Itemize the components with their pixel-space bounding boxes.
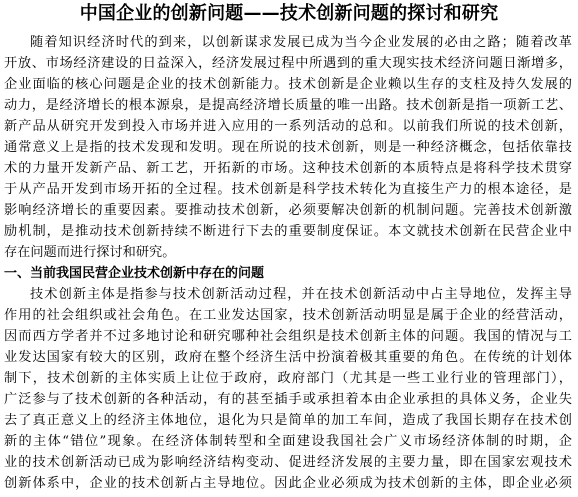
- paragraph-line: 动力，是经济增长的根本源泉，是提高经济增长质量的唯一出路。技术创新是指一项新工艺、: [4, 98, 572, 113]
- paragraph-line: 随着知识经济时代的到来，以创新谋求发展已成为当今企业发展的必由之路；随着改革: [30, 35, 572, 50]
- paragraph-line: 因而西方学者并不过多地讨论和研究哪种社会组织是技术创新主体的问题。我国的情况与工: [4, 329, 572, 344]
- paragraph-line: 励机制，是推动技术创新持续不断进行下去的重要制度保证。本文就技术创新在民营企业中: [4, 224, 572, 239]
- paragraph-line: 业的技术创新活动已成为影响经济结构变动、促进经济发展的主要力量，即在国家宏观技术: [4, 455, 572, 470]
- paragraph-line: 开放、市场经济建设的日益深入，经济发展过程中所遇到的重大现实技术经济问题日渐增多，: [4, 56, 572, 71]
- paragraph-line: 新的主体“错位”现象。在经济体制转型和全面建设我国社会广义市场经济体制的时期，企: [4, 434, 572, 449]
- paragraph-line: 去了真正意义上的经济主体地位，退化为只是简单的加工车间，造成了我国长期存在技术创: [4, 413, 572, 428]
- paragraph-line: 广泛参与了技术创新的各种活动，有的甚至插手或承担着本由企业承担的具体义务，企业失: [4, 392, 572, 407]
- section-heading: 一、当前我国民营企业技术创新中存在的问题: [4, 266, 265, 281]
- paragraph-line: 制下，技术创新的主体实质上让位于政府，政府部门（尤其是一些工业行业的管理部门），: [4, 371, 572, 386]
- paragraph-line: 通常意义上是指的技术发现和发明。现在所说的技术创新，则是一种经济概念，包括依靠技: [4, 140, 572, 155]
- paragraph-line: 作用的社会组织或社会角色。在工业发达国家，技术创新活动明显是属于企业的经营活动，: [4, 308, 572, 323]
- paragraph-line: 业发达国家有较大的区别，政府在整个经济生活中扮演着极其重要的角色。在传统的计划体: [4, 350, 572, 365]
- paragraph-line: 企业面临的核心问题是企业的技术创新能力。技术创新是企业赖以生存的支柱及持久发展的: [4, 77, 572, 92]
- paragraph-line: 新产品从研究开发到投入市场并进入应用的一系列活动的总和。以前我们所说的技术创新，: [4, 119, 572, 134]
- document-title: 中国企业的创新问题——技术创新问题的探讨和研究: [79, 3, 499, 24]
- paragraph-line: 技术创新主体是指参与技术创新活动过程，并在技术创新活动中占主导地位，发挥主导: [30, 287, 572, 302]
- paragraph-line: 影响经济增长的重要因素。要推动技术创新，必须要解决创新的机制问题。完善技术创新激: [4, 203, 572, 218]
- paragraph-line: 存在问题而进行探讨和研究。: [4, 245, 176, 260]
- paragraph-line: 于从产品开发到市场开拓的全过程。技术创新是科学技术转化为直接生产力的根本途径，是: [4, 182, 572, 197]
- paragraph-line: 创新体系中，企业的技术创新占主导地位。因此企业必须成为技术创新的主体，即企业必须: [4, 476, 572, 491]
- paragraph-line: 术的力量开发新产品、新工艺，开拓新的市场。这种技术创新的本质特点是将科学技术贯穿: [4, 161, 572, 176]
